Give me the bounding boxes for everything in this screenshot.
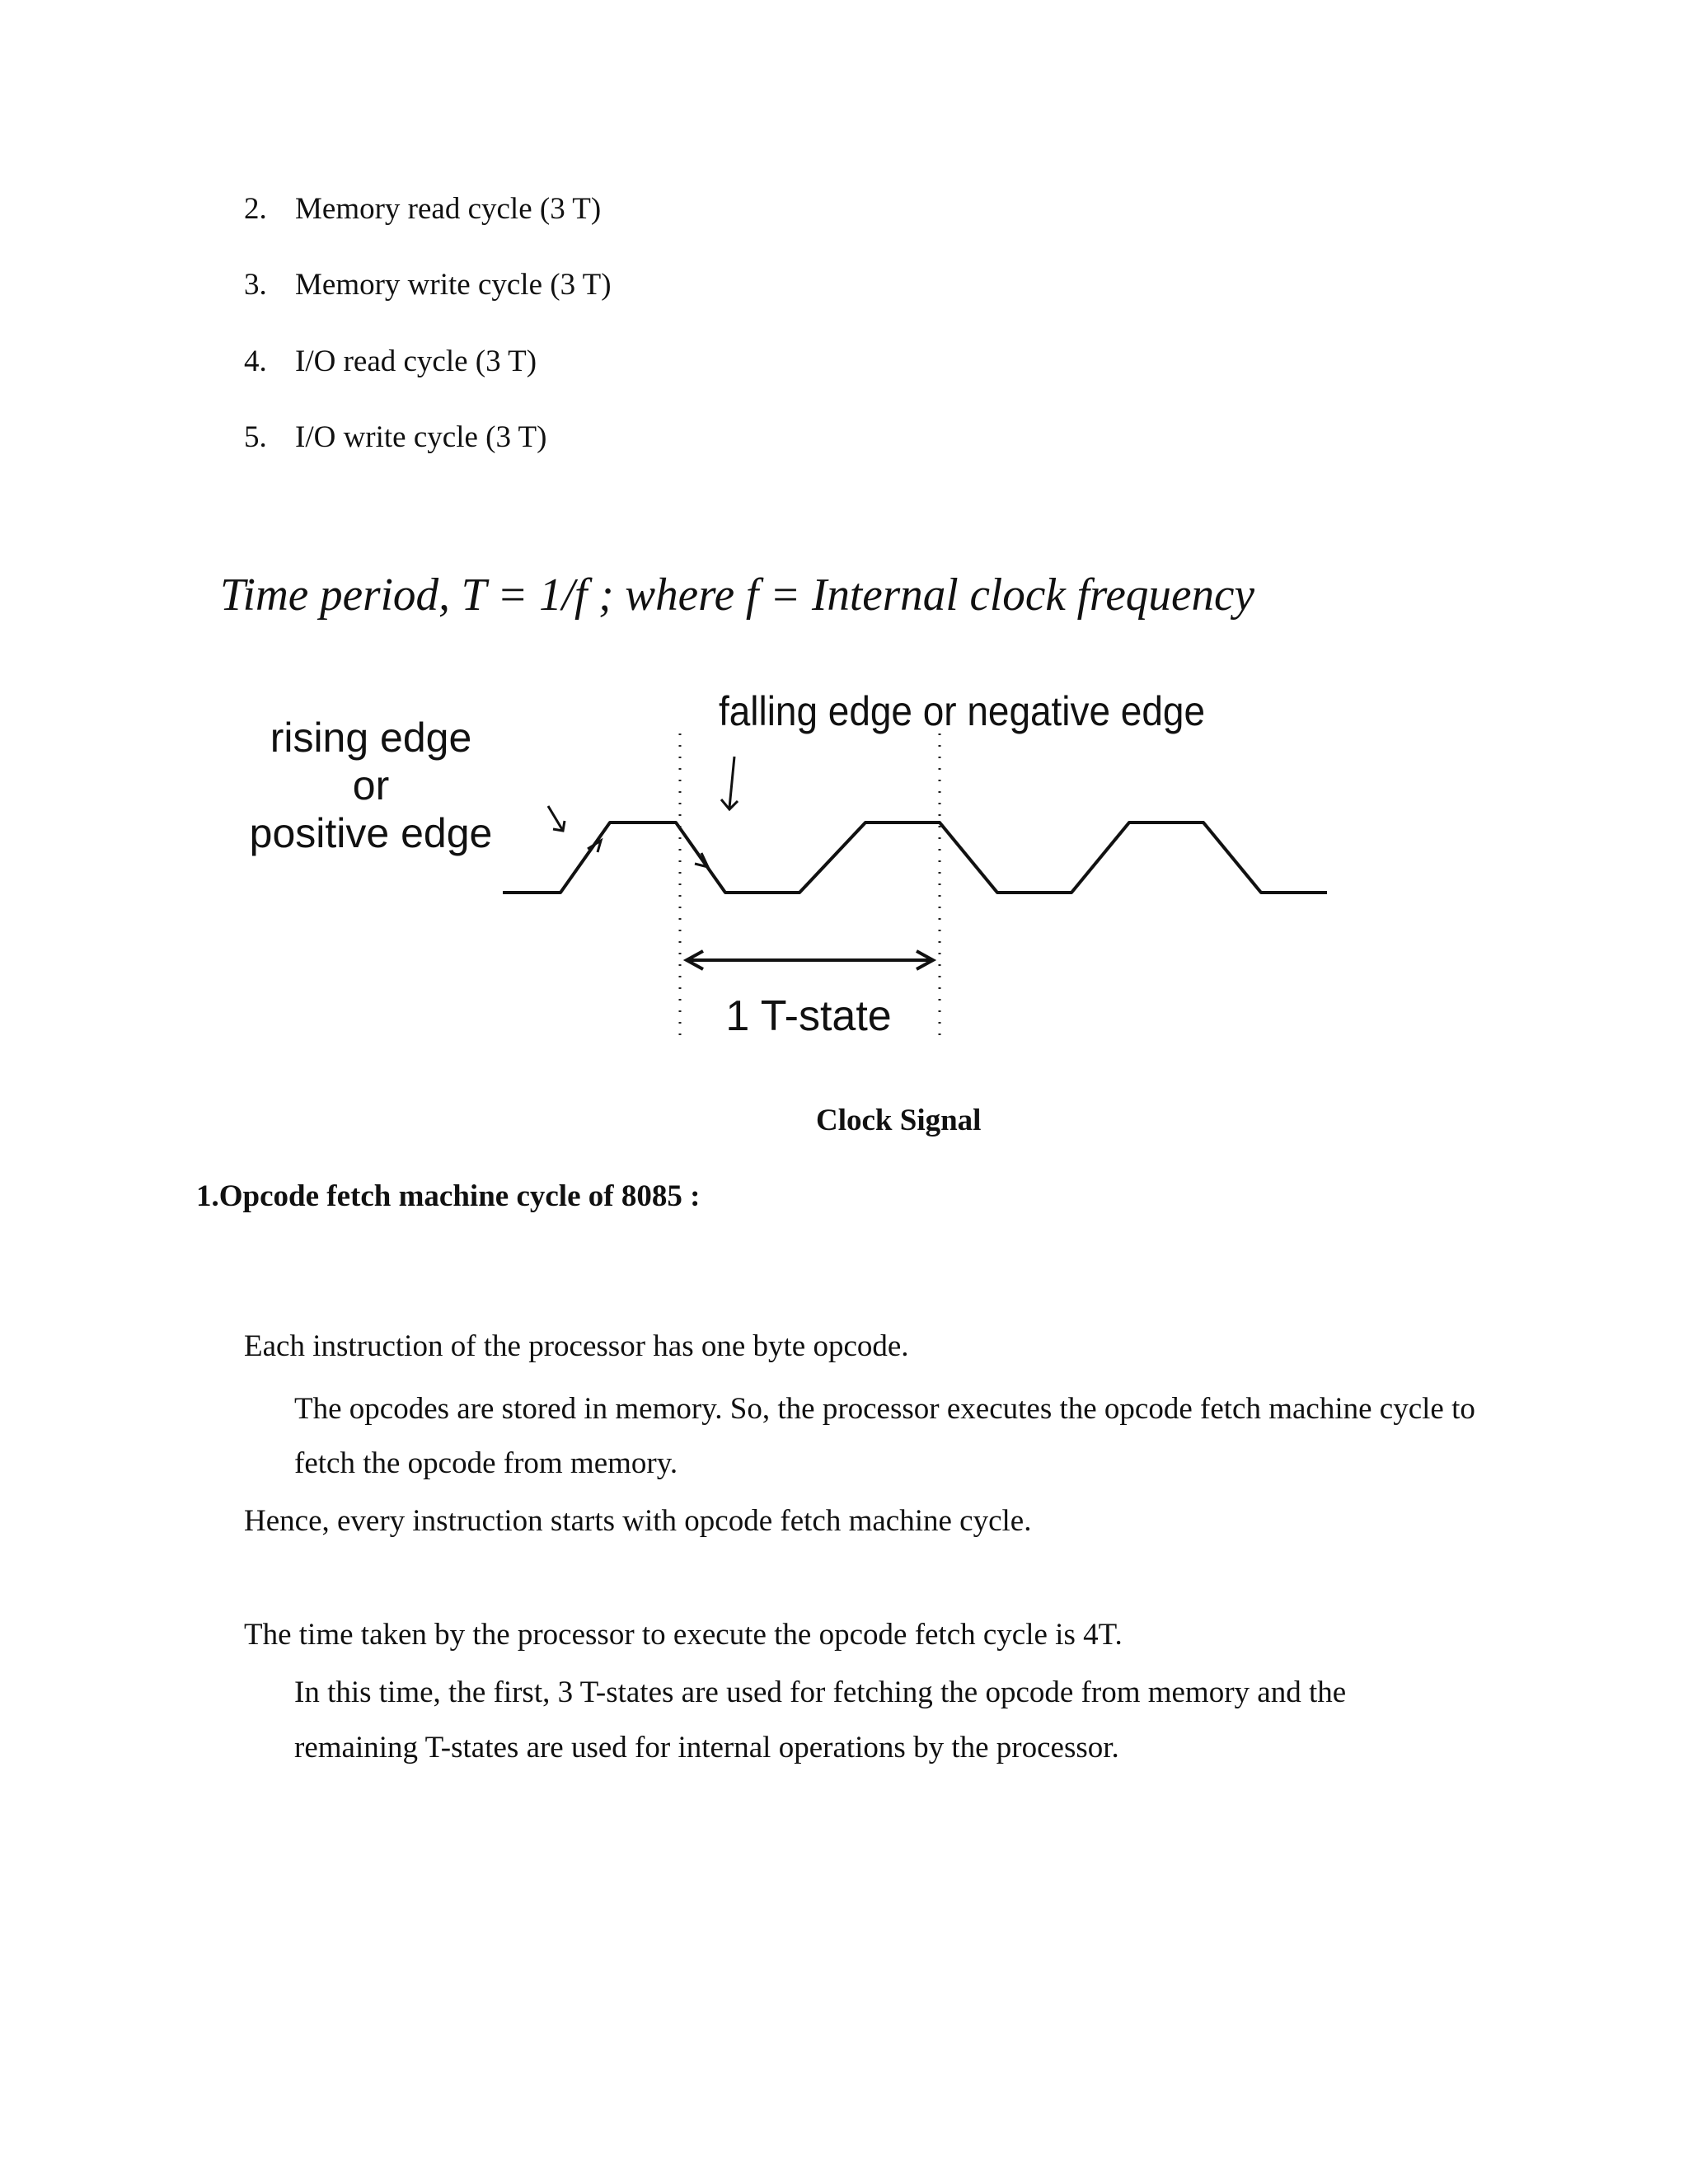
list-item bbox=[244, 419, 546, 455]
rising-edge-label-line2: or bbox=[352, 762, 390, 808]
rising-edge-label-line3: positive edge bbox=[249, 810, 493, 856]
list-number: 2. bbox=[244, 192, 267, 226]
paragraph: Hence, every instruction starts with opcode fetch machine cycle. bbox=[244, 1504, 1032, 1538]
rising-edge-arrow bbox=[548, 806, 565, 831]
list-text: Memory read cycle (3 T) bbox=[295, 192, 602, 226]
paragraph: In this time, the first, 3 T-states are used for fetching the opcode from memory and the bbox=[294, 1675, 1347, 1709]
list-text: I/O read cycle (3 T) bbox=[295, 344, 537, 378]
list-number: 4. bbox=[244, 344, 267, 378]
section-heading: 1.Opcode fetch machine cycle of 8085 : bbox=[196, 1179, 701, 1213]
rising-edge-label-line1: rising edge bbox=[270, 715, 472, 761]
paragraph: fetch the opcode from memory. bbox=[294, 1446, 678, 1480]
tstate-double-arrow bbox=[687, 951, 933, 969]
list-number: 3. bbox=[244, 268, 267, 302]
list-item bbox=[244, 191, 601, 227]
falling-edge-label: falling edge or negative edge bbox=[719, 688, 1205, 734]
figure-caption: Clock Signal bbox=[816, 1104, 982, 1137]
list-text: I/O write cycle (3 T) bbox=[295, 420, 547, 454]
paragraph: Each instruction of the processor has one byte opcode. bbox=[244, 1329, 909, 1363]
paragraph: The time taken by the processor to execute the opcode fetch cycle is 4T. bbox=[244, 1618, 1123, 1652]
falling-edge-arrow bbox=[721, 757, 738, 809]
list-text: Memory write cycle (3 T) bbox=[295, 268, 612, 302]
paragraph: The opcodes are stored in memory. So, the processor executes the opcode fetch machine cycle to bbox=[294, 1392, 1475, 1426]
formula-text: Time period, T = 1/f ; where f = Internal clock frequency bbox=[220, 569, 1255, 621]
paragraph: remaining T-states are used for internal operations by the processor. bbox=[294, 1731, 1119, 1765]
tstate-label: 1 T-state bbox=[725, 992, 892, 1040]
clock-signal-figure bbox=[210, 560, 1364, 1055]
clock-waveform bbox=[503, 823, 1327, 893]
list-number: 5. bbox=[244, 420, 267, 454]
list-item bbox=[244, 344, 537, 379]
list-item bbox=[244, 267, 612, 302]
